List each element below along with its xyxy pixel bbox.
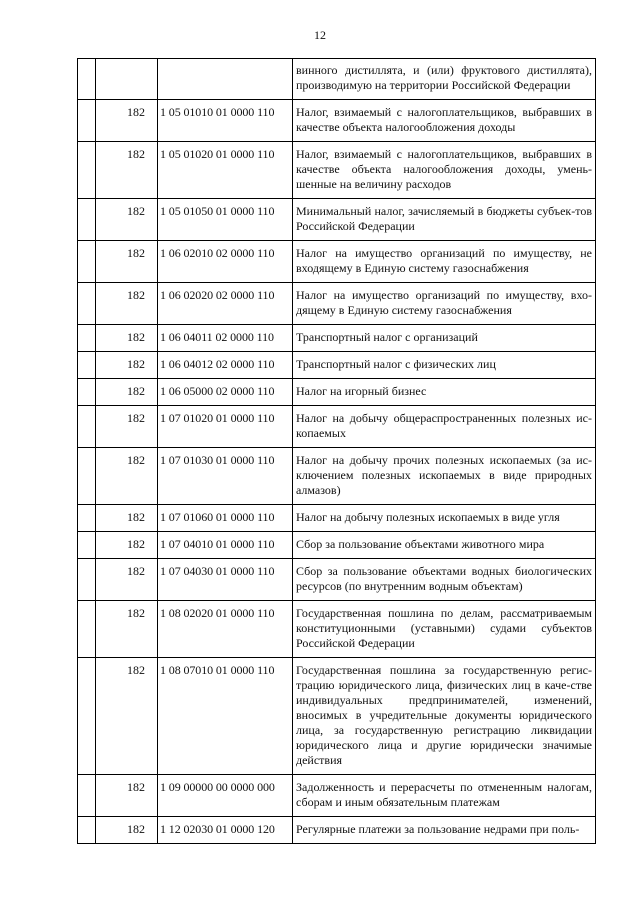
row-number-cell: [78, 59, 96, 100]
administrator-code-cell: 182: [96, 379, 158, 406]
row-number-cell: [78, 817, 96, 844]
revenue-name-cell: Налог на имущество организаций по имуществу, вхо-дящему в Единую систему газоснабжения: [293, 283, 596, 325]
row-number-cell: [78, 505, 96, 532]
budget-classification-code-cell: 1 08 02020 01 0000 110: [158, 601, 293, 658]
administrator-code-cell: [96, 59, 158, 100]
administrator-code-cell: 182: [96, 241, 158, 283]
table-row: [78, 241, 596, 283]
row-number-cell: [78, 379, 96, 406]
administrator-code-cell: 182: [96, 406, 158, 448]
budget-classification-code-cell: 1 05 01010 01 0000 110: [158, 100, 293, 142]
revenue-name-cell: Налог, взимаемый с налогоплательщиков, выбравших в качестве объекта налогообложения доходы: [293, 100, 596, 142]
row-number-cell: [78, 142, 96, 199]
revenue-name-cell: винного дистиллята, и (или) фруктового дистиллята), производимую на территории Российской Федерации: [293, 59, 596, 100]
table-body: [78, 59, 596, 844]
budget-classification-code-cell: 1 09 00000 00 0000 000: [158, 775, 293, 817]
budget-classification-code-cell: [158, 59, 293, 100]
table-row: [78, 505, 596, 532]
revenue-name-cell: Налог на добычу общераспространенных полезных ис-копаемых: [293, 406, 596, 448]
budget-classification-code-cell: 1 12 02030 01 0000 120: [158, 817, 293, 844]
row-number-cell: [78, 352, 96, 379]
table-row: [78, 601, 596, 658]
table-row: [78, 325, 596, 352]
row-number-cell: [78, 448, 96, 505]
table-row: [78, 100, 596, 142]
row-number-cell: [78, 325, 96, 352]
revenue-name-cell: Транспортный налог с организаций: [293, 325, 596, 352]
administrator-code-cell: 182: [96, 199, 158, 241]
revenue-name-cell: Налог на игорный бизнес: [293, 379, 596, 406]
row-number-cell: [78, 199, 96, 241]
revenue-name-cell: Государственная пошлина по делам, рассматриваемым конституционными (уставными) судами субъектов Российской Федерации: [293, 601, 596, 658]
row-number-cell: [78, 241, 96, 283]
budget-classification-code-cell: 1 07 04030 01 0000 110: [158, 559, 293, 601]
row-number-cell: [78, 406, 96, 448]
row-number-cell: [78, 100, 96, 142]
row-number-cell: [78, 658, 96, 775]
table-row: [78, 817, 596, 844]
revenue-name-cell: Сбор за пользование объектами животного мира: [293, 532, 596, 559]
row-number-cell: [78, 532, 96, 559]
table-row: [78, 283, 596, 325]
table-row: [78, 199, 596, 241]
administrator-code-cell: 182: [96, 100, 158, 142]
revenue-name-cell: Регулярные платежи за пользование недрами при поль-: [293, 817, 596, 844]
revenue-name-cell: Сбор за пользование объектами водных биологических ресурсов (по внутренним водным объектам): [293, 559, 596, 601]
budget-classification-code-cell: 1 07 01020 01 0000 110: [158, 406, 293, 448]
budget-classification-code-cell: 1 06 02020 02 0000 110: [158, 283, 293, 325]
row-number-cell: [78, 601, 96, 658]
table-row: [78, 775, 596, 817]
revenue-name-cell: Налог на добычу прочих полезных ископаемых (за ис-ключением полезных ископаемых в виде природных алмазов): [293, 448, 596, 505]
table-row: [78, 448, 596, 505]
page-number: 12: [314, 28, 326, 42]
table-row: [78, 532, 596, 559]
budget-classification-code-cell: 1 07 01060 01 0000 110: [158, 505, 293, 532]
table-row: [78, 559, 596, 601]
table-row: [78, 352, 596, 379]
budget-classification-code-cell: 1 07 01030 01 0000 110: [158, 448, 293, 505]
budget-classification-code-cell: 1 06 04011 02 0000 110: [158, 325, 293, 352]
table-row: [78, 658, 596, 775]
budget-codes-table: [77, 58, 596, 844]
budget-classification-code-cell: 1 05 01050 01 0000 110: [158, 199, 293, 241]
administrator-code-cell: 182: [96, 817, 158, 844]
revenue-name-cell: Государственная пошлина за государственную регис-трацию юридического лица, физических лиц в каче-стве индивидуальных предпринимателей, изменений, вносимых в учредительные документы юридического лица, за государственную регистрацию ликвидации юридического лица и другие юридически значимые действия: [293, 658, 596, 775]
administrator-code-cell: 182: [96, 559, 158, 601]
revenue-name-cell: Минимальный налог, зачисляемый в бюджеты субъек-тов Российской Федерации: [293, 199, 596, 241]
administrator-code-cell: 182: [96, 505, 158, 532]
budget-classification-code-cell: 1 06 04012 02 0000 110: [158, 352, 293, 379]
table-row: [78, 59, 596, 100]
table-row: [78, 406, 596, 448]
budget-classification-code-cell: 1 05 01020 01 0000 110: [158, 142, 293, 199]
table-row: [78, 142, 596, 199]
budget-classification-code-cell: 1 08 07010 01 0000 110: [158, 658, 293, 775]
revenue-name-cell: Транспортный налог с физических лиц: [293, 352, 596, 379]
administrator-code-cell: 182: [96, 775, 158, 817]
table-row: [78, 379, 596, 406]
revenue-name-cell: Задолженность и перерасчеты по отмененным налогам, сборам и иным обязательным платежам: [293, 775, 596, 817]
budget-classification-code-cell: 1 07 04010 01 0000 110: [158, 532, 293, 559]
row-number-cell: [78, 559, 96, 601]
administrator-code-cell: 182: [96, 283, 158, 325]
revenue-name-cell: Налог на добычу полезных ископаемых в виде угля: [293, 505, 596, 532]
administrator-code-cell: 182: [96, 658, 158, 775]
revenue-name-cell: Налог, взимаемый с налогоплательщиков, выбравших в качестве объекта налогообложения доходы, умень-шенные на величину расходов: [293, 142, 596, 199]
row-number-cell: [78, 283, 96, 325]
administrator-code-cell: 182: [96, 601, 158, 658]
budget-classification-code-cell: 1 06 02010 02 0000 110: [158, 241, 293, 283]
budget-classification-code-cell: 1 06 05000 02 0000 110: [158, 379, 293, 406]
administrator-code-cell: 182: [96, 448, 158, 505]
administrator-code-cell: 182: [96, 325, 158, 352]
administrator-code-cell: 182: [96, 352, 158, 379]
administrator-code-cell: 182: [96, 532, 158, 559]
row-number-cell: [78, 775, 96, 817]
administrator-code-cell: 182: [96, 142, 158, 199]
revenue-name-cell: Налог на имущество организаций по имуществу, не входящему в Единую систему газоснабжения: [293, 241, 596, 283]
